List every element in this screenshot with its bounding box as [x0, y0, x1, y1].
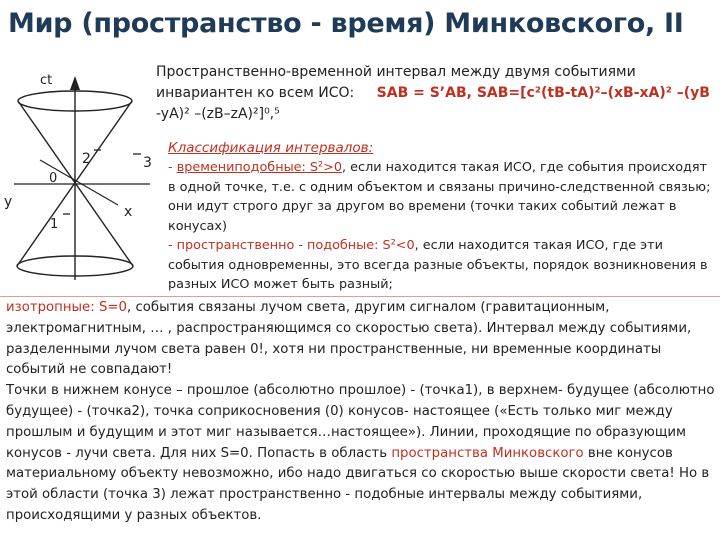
intro-line-1: Пространственно-временной интервал между двумя событиями — [156, 64, 636, 80]
classification-body — [168, 158, 716, 295]
spacelike-item — [168, 236, 716, 295]
light-cone-diagram — [0, 60, 170, 300]
cones-text-2: вне конусов материальному объекту невозможно, ибо надо двигаться со скоростью выше скорости света! Но в этой области (точка 3) лежат пространственно - подобные интервалы между событиями, происходящими у разных объектов. — [6, 445, 710, 523]
intro-line-2 — [156, 83, 715, 104]
minkowski-space-highlight: пространства Минковского — [391, 445, 584, 461]
cones-text-1: Точки в нижнем конусе – прошлое (абсолютно прошлое) - (точка1), в верхнем- будущее (абсолютно будущее) - (точка2), точка соприкосновения (0) конусов- настоящее («Есть только миг между прошлым и будущим и этот миг называется…настоящее»). Линии, проходящие по образующим конусов - лучи света. Для них S=0. Попасть в область — [6, 383, 715, 461]
timelike-item: - времениподобные: S²>0, если находится такая ИСО, где события происходят в одной точке, т.е. с одним объектом и связаны причино-следственной связью; они идут строго друг за другом во времени (точки таких событий лежат в конусах) — [168, 160, 711, 234]
spacelike-text: , если находится такая ИСО, где эти события одновременны, это всегда разные объекты, порядок возникновения в разных ИСО может быть разный; — [168, 238, 708, 292]
timelike-label: времениподобные: S²>0 — [176, 160, 343, 175]
isotropic-paragraph — [6, 298, 716, 381]
divider — [0, 296, 720, 297]
point-1-label: 1 — [50, 217, 59, 232]
intro-invariance-text: инвариантен ко всем ИСО: — [156, 85, 355, 101]
cones-paragraph — [6, 381, 716, 527]
ct-axis-arrow — [70, 76, 80, 90]
point-2-label: 2 — [82, 151, 91, 167]
interval-formula: SAB = S’AB, SAB=[c²(tB-tA)²–(xB-xA)² –(yB — [376, 85, 710, 101]
timelike-text: , если находится такая ИСО, где события происходят в одной точке, т.е. с одним объектом и связаны причино-следственной связью; они идут строго друг за другом во времени (точки таких событий лежат в конусах) — [168, 160, 711, 234]
intro-block — [150, 62, 715, 125]
isotropic-label: изотропные: S=0 — [6, 300, 127, 315]
classification-heading: Классификация интервалов: — [168, 140, 374, 156]
spacelike-label: - пространственно - подобные: S²<0 — [168, 238, 415, 253]
interval-formula-cont: -yA)² –(zB–zA)²]⁰,⁵ — [156, 106, 280, 122]
point-0-label: 0 — [49, 171, 58, 186]
ct-axis-label: ct — [40, 73, 53, 88]
isotropic-text: , события связаны лучом света, другим сигналом (гравитационным, электромагнитным, … , распространяющимся со скоростью света). Интервал между событиями, разделенными лучом света равен 0!, хотя ни пространственные, ни временные координаты событий не совпадают! — [6, 300, 692, 378]
bottom-text — [6, 298, 716, 527]
page-title: Мир (пространство - время) Минковского, II — [8, 8, 684, 39]
x-axis-label: x — [124, 204, 133, 220]
point-3-label: 3 — [143, 155, 152, 171]
y-axis-label: y — [4, 194, 13, 210]
